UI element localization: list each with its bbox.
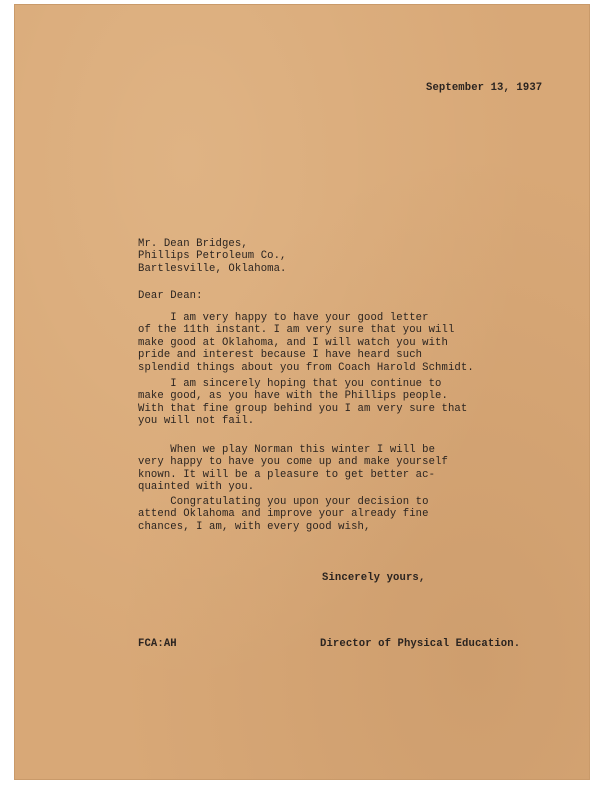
paragraph-line: I am sincerely hoping that you continue to xyxy=(138,378,442,390)
paragraph-line: quainted with you. xyxy=(138,481,255,494)
body-paragraph-4 xyxy=(138,496,429,533)
paragraph-line: pride and interest because I have heard such xyxy=(138,349,423,362)
body-paragraph-1 xyxy=(138,312,474,374)
paragraph-line: make good, as you have with the Phillips people. xyxy=(138,390,448,403)
paragraph-line: I am very happy to have your good letter xyxy=(138,312,429,324)
body-paragraph-2 xyxy=(138,378,467,428)
paragraph-line: When we play Norman this winter I will be xyxy=(138,444,436,456)
paragraph-line: Congratulating you upon your decision to xyxy=(138,496,429,508)
paragraph-line: you will not fail. xyxy=(138,415,255,428)
recipient-address xyxy=(138,238,287,275)
letter-page xyxy=(14,4,590,780)
address-line: Phillips Petroleum Co., xyxy=(138,250,287,263)
paragraph-line: splendid things about you from Coach Harold Schmidt. xyxy=(138,361,474,374)
paragraph-line: make good at Oklahoma, and I will watch you with xyxy=(138,336,448,349)
paragraph-line: very happy to have you come up and make yourself xyxy=(138,456,448,469)
address-line: Mr. Dean Bridges, xyxy=(138,238,248,250)
paragraph-line: of the 11th instant. I am very sure that you will xyxy=(138,324,455,337)
paragraph-line: With that fine group behind you I am very sure that xyxy=(138,402,468,415)
paragraph-line: attend Oklahoma and improve your already fine xyxy=(138,508,429,521)
salutation: Dear Dean: xyxy=(138,290,203,302)
closing: Sincerely yours, xyxy=(322,572,426,584)
body-paragraph-3 xyxy=(138,444,448,494)
paragraph-line: chances, I am, with every good wish, xyxy=(138,520,371,533)
signature-title: Director of Physical Education. xyxy=(320,638,521,650)
address-line: Bartlesville, Oklahoma. xyxy=(138,262,287,275)
paragraph-line: known. It will be a pleasure to get better ac- xyxy=(138,468,436,481)
letter-date: September 13, 1937 xyxy=(426,82,543,94)
typist-initials: FCA:AH xyxy=(138,638,177,650)
